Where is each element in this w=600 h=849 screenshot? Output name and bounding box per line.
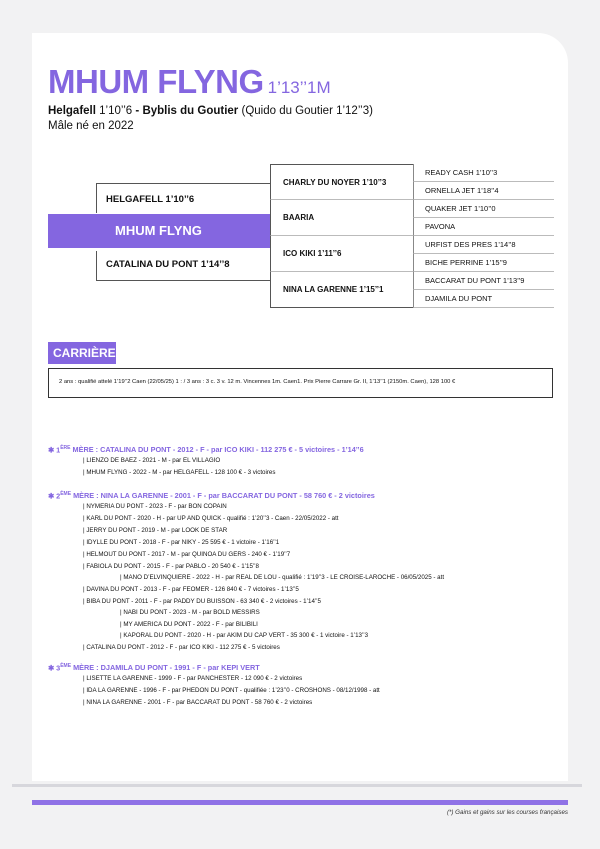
- footer-bar: [32, 800, 568, 805]
- pedigree-gen2: ICO KIKI 1’11’’6: [270, 236, 413, 272]
- offspring-entry: | IDA LA GARENNE - 1996 - F - par PHEDON DU PONT - qualifiée : 1’23’’0 - CROSHONS - 08/12/1998 - att: [83, 687, 380, 694]
- dam-heading: [48, 445, 364, 454]
- pedigree-sire: HELGAFELL 1’10’’6: [96, 183, 270, 213]
- dam-rank-suffix: ÈME: [60, 491, 72, 497]
- pedigree-gen3: BACCARAT DU PONT 1’13’’9: [413, 272, 554, 290]
- page-shadow-bar: [12, 784, 582, 787]
- offspring-entry: | JERRY DU PONT - 2019 - M - par LOOK DE STAR: [83, 527, 227, 534]
- parentage-line: [48, 105, 373, 117]
- document-sheet: [32, 33, 568, 781]
- sire-record: 1’10’’6: [99, 105, 133, 117]
- offspring-entry: | KAPORAL DU PONT - 2020 - H - par AKIM DU CAP VERT - 35 300 € - 1 victoire - 1’13’’3: [120, 632, 368, 639]
- pedigree-gen3: DJAMILA DU PONT: [413, 290, 554, 308]
- pedigree-subject: MHUM FLYNG: [48, 214, 270, 248]
- offspring-entry: | KARL DU PONT - 2020 - H - par UP AND QUICK - qualifié : 1’20’’3 - Caen - 22/05/2022 - att: [83, 515, 339, 522]
- footnote: (*) Gains et gains sur les courses françaises: [446, 809, 568, 816]
- asterisk-icon: ✱: [48, 663, 57, 673]
- offspring-entry: | IDYLLE DU PONT - 2018 - F - par NIKY - 25 595 € - 1 victoire - 1’16’’1: [83, 539, 279, 546]
- offspring-entry: | BIBA DU PONT - 2011 - F - par PADDY DU BUISSON - 63 340 € - 2 victoires - 1’14’’5: [83, 598, 321, 605]
- dam-heading-text: MÈRE : DJAMILA DU PONT - 1991 - F - par KEPI VERT: [73, 663, 260, 673]
- offspring-entry: | FABIOLA DU PONT - 2015 - F - par PABLO - 20 540 € - 1’15’’8: [83, 563, 259, 570]
- dam-sire: (Quido du Goutier 1’12’’3): [241, 105, 373, 117]
- pedigree-gen2: CHARLY DU NOYER 1’10’’3: [270, 164, 413, 200]
- birth-info: Mâle né en 2022: [48, 120, 134, 132]
- asterisk-icon: ✱: [48, 445, 57, 455]
- asterisk-icon: ✱: [48, 491, 57, 501]
- pedigree-gen3: ORNELLA JET 1’18’’4: [413, 182, 554, 200]
- offspring-entry: | CATALINA DU PONT - 2012 - F - par ICO KIKI - 112 275 € - 5 victoires: [83, 644, 280, 651]
- offspring-entry: | MHUM FLYNG - 2022 - M - par HELGAFELL - 128 100 € - 3 victoires: [83, 469, 275, 476]
- dam-heading-text: MÈRE : NINA LA GARENNE - 2001 - F - par BACCARAT DU PONT - 58 760 € - 2 victoires: [73, 491, 375, 501]
- offspring-entry: | NABI DU PONT - 2023 - M - par BOLD MESSIRS: [120, 609, 260, 616]
- offspring-entry: | MANO D’ELVINQUIERE - 2022 - H - par REAL DE LOU - qualifié : 1’19’’3 - LE CROISE-LAROCHE - 06/05/2025 - att: [120, 574, 444, 581]
- pedigree-gen2: NINA LA GARENNE 1’15’’1: [270, 272, 413, 308]
- offspring-entry: | HELMOUT DU PONT - 2017 - M - par QUINOA DU GERS - 240 € - 1’19’’7: [83, 551, 290, 558]
- dam-name: Byblis du Goutier: [142, 105, 239, 117]
- pedigree-gen2: BAARIA: [270, 200, 413, 236]
- horse-record: 1’13’’1M: [267, 78, 331, 97]
- pedigree-gen3: QUAKER JET 1’10’’0: [413, 200, 554, 218]
- dam-rank: 2: [56, 491, 61, 501]
- offspring-entry: | MY AMERICA DU PONT - 2022 - F - par BILIBILI: [120, 621, 258, 628]
- career-heading: CARRIÈRE: [48, 342, 116, 364]
- dam-heading: [48, 663, 260, 672]
- separator: -: [135, 105, 140, 117]
- dam-heading: [48, 491, 375, 500]
- horse-title: [48, 63, 331, 101]
- dam-rank: 3: [56, 663, 61, 673]
- offspring-entry: | DAVINA DU PONT - 2013 - F - par FEOMER - 126 840 € - 7 victoires - 1’13’’5: [83, 586, 299, 593]
- sire-name: Helgafell: [48, 105, 96, 117]
- offspring-entry: | LIENZO DE BAEZ - 2021 - M - par EL VILLAGIO: [83, 457, 220, 464]
- dam-rank-suffix: ÈRE: [60, 445, 71, 451]
- offspring-entry: | NINA LA GARENNE - 2001 - F - par BACCARAT DU PONT - 58 760 € - 2 victoires: [83, 699, 312, 706]
- pedigree-gen3: READY CASH 1’10’’3: [413, 164, 554, 182]
- career-summary: 2 ans : qualifié attelé 1’19’’2 Caen (22/05/25) 1 : / 3 ans : 3 c. 3 v. 12 m. Vincennes 1m. Caen1. Prix Pierre Carrare Gr. II, 1’13’’1 (2150m. Caen), 128 100 €: [48, 368, 553, 398]
- pedigree-gen3: BICHE PERRINE 1’15’’9: [413, 254, 554, 272]
- dam-rank-suffix: ÈME: [60, 663, 72, 669]
- pedigree-gen3: URFIST DES PRES 1’14’’8: [413, 236, 554, 254]
- dam-heading-text: MÈRE : CATALINA DU PONT - 2012 - F - par ICO KIKI - 112 275 € - 5 victoires - 1’14’’6: [72, 445, 364, 455]
- horse-name: MHUM FLYNG: [48, 63, 264, 100]
- pedigree-dam: CATALINA DU PONT 1’14’’8: [96, 251, 270, 281]
- offspring-entry: | NYMERIA DU PONT - 2023 - F - par BON COPAIN: [83, 503, 227, 510]
- pedigree-gen3: PAVONA: [413, 218, 554, 236]
- dam-rank: 1: [56, 445, 61, 455]
- offspring-entry: | LISETTE LA GARENNE - 1999 - F - par PANCHESTER - 12 090 € - 2 victoires: [83, 675, 302, 682]
